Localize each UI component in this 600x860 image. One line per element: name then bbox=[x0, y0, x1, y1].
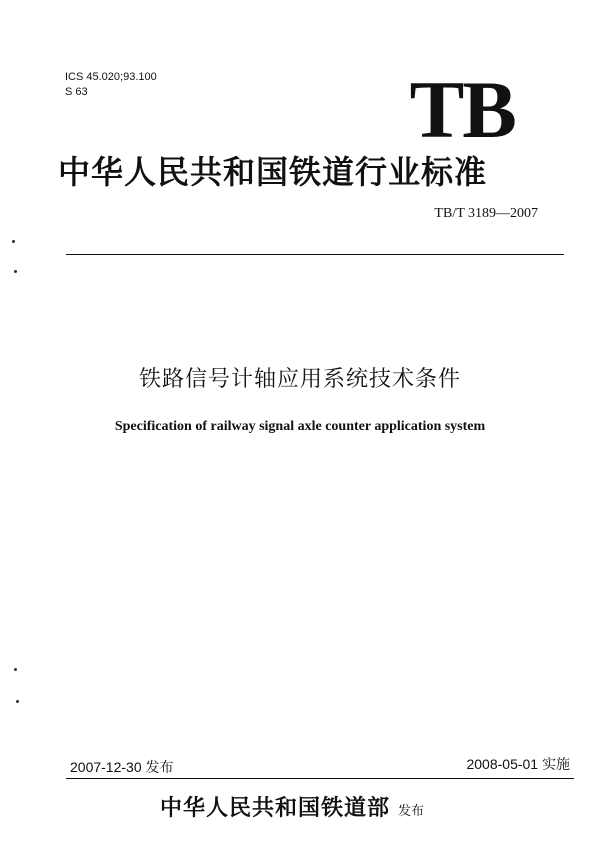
standard-category-title: 中华人民共和国铁道行业标准 bbox=[58, 153, 488, 191]
scan-speck bbox=[12, 240, 15, 243]
document-title-english: Specification of railway signal axle counter application system bbox=[114, 419, 486, 434]
scan-speck bbox=[14, 270, 17, 273]
scan-speck bbox=[14, 668, 17, 671]
scan-speck bbox=[16, 700, 19, 703]
ccs-code: S 63 bbox=[65, 86, 88, 98]
ics-code: ICS 45.020;93.100 bbox=[65, 71, 157, 83]
document-title-chinese: 铁路信号计轴应用系统技术条件 bbox=[138, 367, 461, 392]
tb-logo: TB bbox=[409, 64, 515, 155]
standard-number: TB/T 3189—2007 bbox=[434, 206, 538, 221]
publisher-name: 中华人民共和国铁道部 bbox=[160, 796, 391, 821]
issue-date: 2007-12-30 发布 bbox=[70, 759, 174, 775]
publisher bbox=[160, 794, 424, 827]
implementation-date: 2008-05-01 实施 bbox=[466, 756, 570, 772]
publisher-suffix: 发布 bbox=[398, 804, 425, 819]
footer-divider bbox=[66, 778, 574, 779]
header-divider bbox=[66, 254, 564, 255]
